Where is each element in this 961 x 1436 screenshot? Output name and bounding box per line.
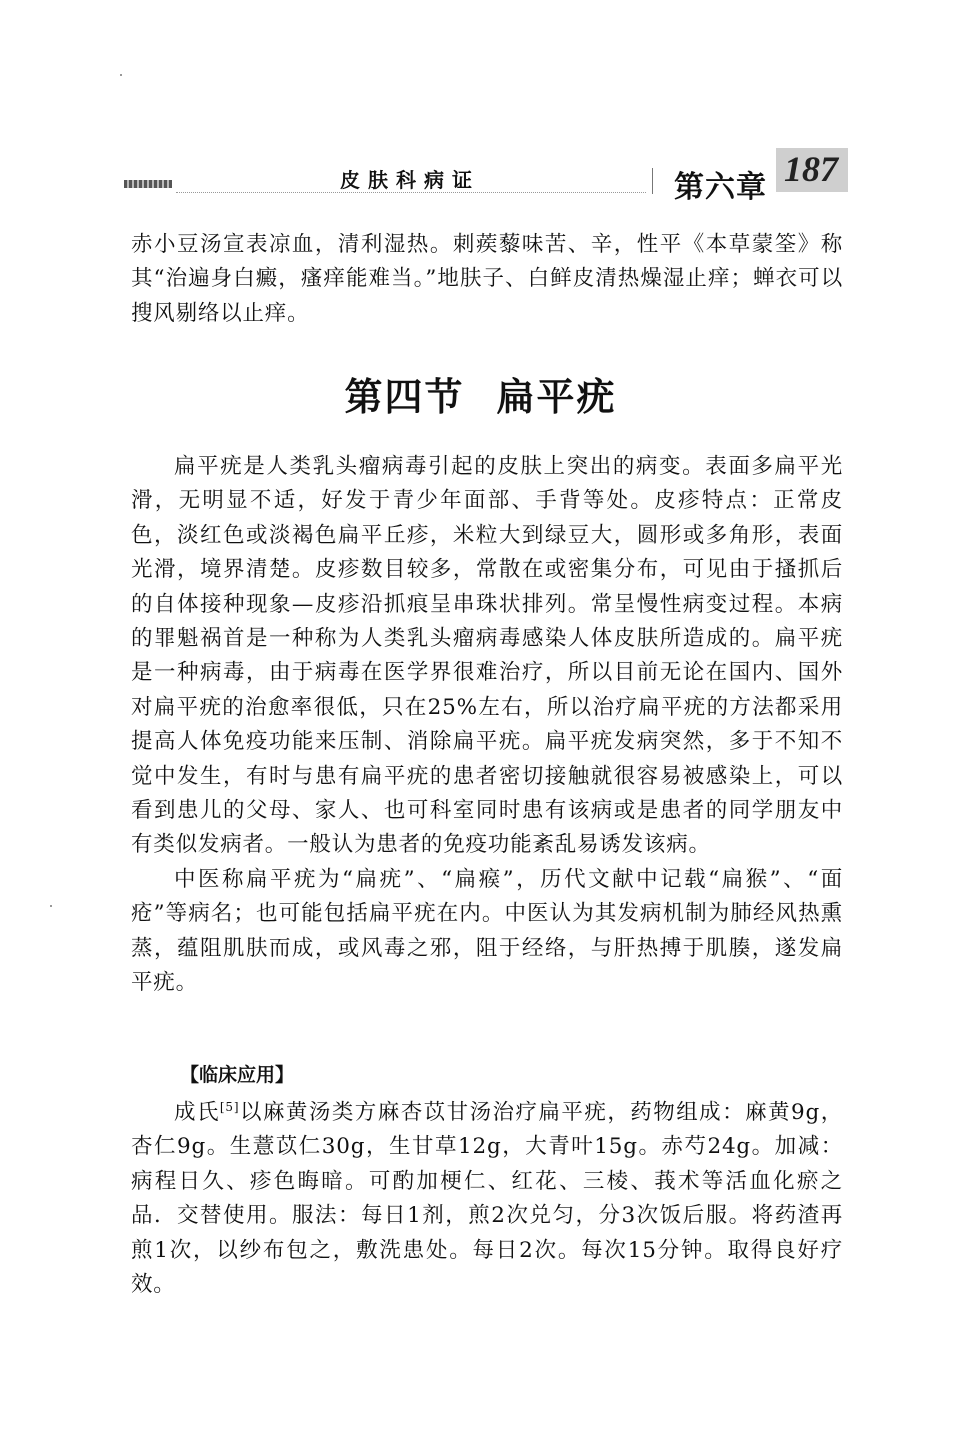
- paragraph-definition: 扁平疣是人类乳头瘤病毒引起的皮肤上突出的病变。表面多扁平光滑，无明显不适，好发于青少年面部、手背等处。皮疹特点：正常皮色，淡红色或淡褐色扁平丘疹，米粒大到绿豆大，圆形或多角形，表面光滑，境界清楚。皮疹数目较多，常散在或密集分布，可见由于搔抓后的自体接种现象—皮疹沿抓痕呈串珠状排列。常呈慢性病变过程。本病的罪魁祸首是一种称为人类乳头瘤病毒感染人体皮肤所造成的。扁平疣是一种病毒，由于病毒在医学界很难治疗，所以目前无论在国内、国外对扁平疣的治愈率很低，只在25%左右，所以治疗扁平疣的方法都采用提高人体免疫功能来压制、消除扁平疣。扁平疣发病突然，多于不知不觉中发生，有时与患有扁平疣的患者密切接触就很容易被感染上，可以看到患儿的父母、家人、也可科室同时患有该病或是患者的同学朋友中有类似发病者。一般认为患者的免疫功能紊乱易诱发该病。: [131, 454, 843, 858]
- section-title: [0, 366, 961, 421]
- citation-ref: [5]: [219, 1099, 240, 1114]
- main-text: [131, 450, 843, 1001]
- running-header: [120, 149, 850, 205]
- intro-paragraph: 赤小豆汤宣表凉血，清利湿热。刺蒺藜味苦、辛，性平《本草蒙筌》称其“治遍身白癜，瘙痒能难当。”地肤子、白鲜皮清热燥湿止痒；蝉衣可以搜风剔络以止痒。: [131, 232, 843, 326]
- page-number: 187: [784, 149, 838, 189]
- section-name: 扁平疣: [496, 375, 617, 419]
- clinical-heading: 【临床应用】: [180, 1064, 295, 1086]
- scan-speck: [120, 74, 122, 76]
- header-divider: [652, 168, 653, 194]
- chapter-label: 第六章: [674, 170, 767, 205]
- paragraph-tcm: 中医称扁平疣为“扁疣”、“扁瘊”，历代文献中记载“扁猴”、“面疮”等病名；也可能包括扁平疣在内。中医认为其发病机制为肺经风热熏蒸，蕴阻肌肤而成，或风毒之邪，阻于经络，与肝热搏于肌腠，遂发扁平疣。: [131, 866, 843, 996]
- clinical-paragraph: [131, 1096, 843, 1302]
- running-section-name: 皮肤科病证: [340, 168, 480, 192]
- clinical-author: 成氏: [174, 1100, 220, 1125]
- header-ornament: [124, 180, 172, 188]
- section-number: 第四节: [344, 375, 465, 419]
- clinical-text: 以麻黄汤类方麻杏苡甘汤治疗扁平疣，药物组成：麻黄9g，杏仁9g。生薏苡仁30g，生甘草12g，大青叶15g。赤芍24g。加减：病程日久、疹色晦暗。可酌加梗仁、红花、三棱、莪术等活血化瘀之品．交替使用。服法：每日1剂，煎2次兑匀，分3次饭后服。将药渣再煎1次，以纱布包之，敷洗患处。每日2次。每次15分钟。取得良好疗效。: [131, 1100, 843, 1298]
- scan-speck: [50, 905, 52, 907]
